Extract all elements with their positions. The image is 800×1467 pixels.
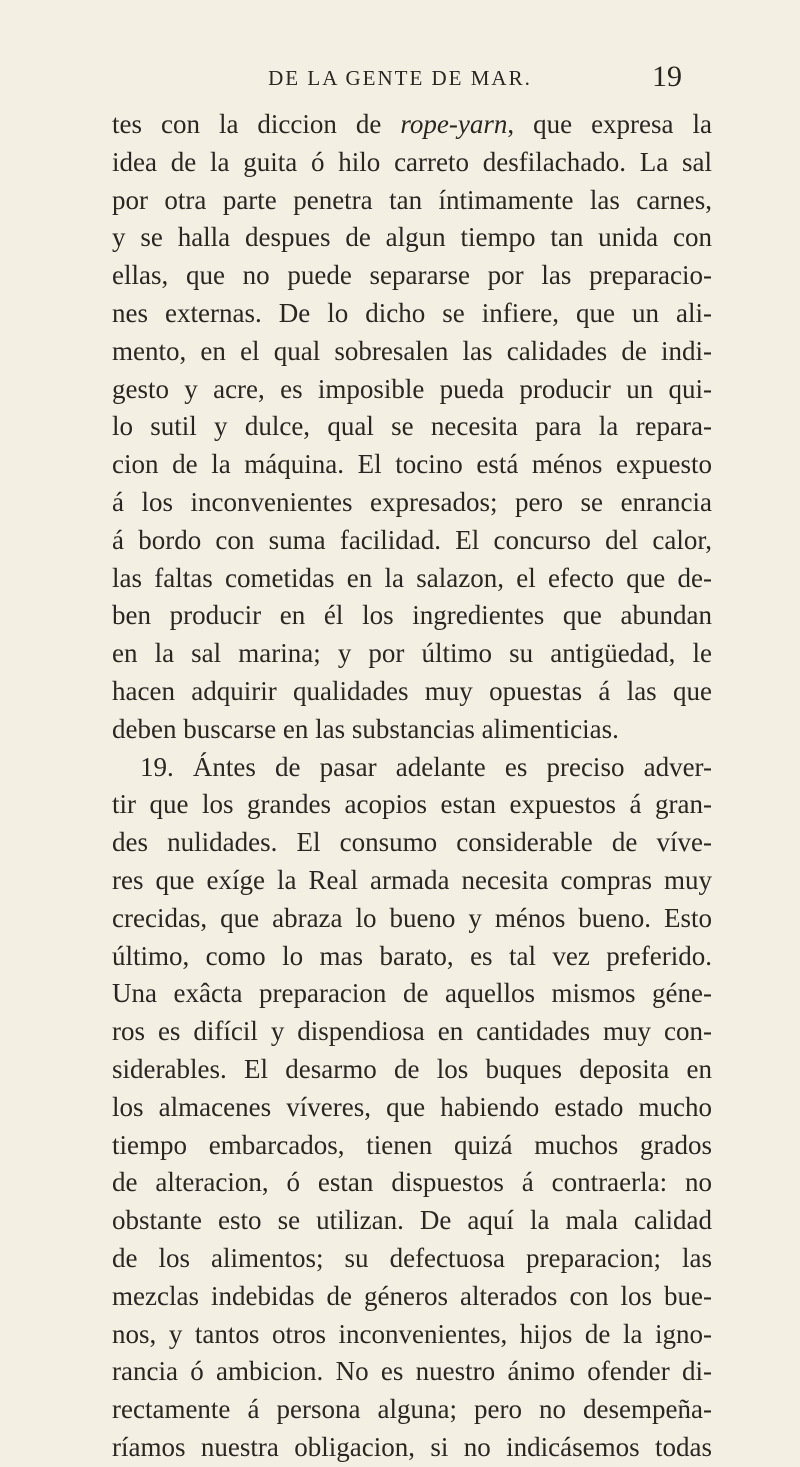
text-line: deben buscarse en las substancias alimenticias. [112, 713, 619, 744]
text-line: res que exíge la Real armada necesita compras muy [112, 864, 712, 895]
text-segment: , que expresa la [507, 109, 712, 139]
text-line: obstante esto se utilizan. De aquí la mala calidad [112, 1205, 712, 1236]
text-line: en la sal marina; y por último su antigüedad, le [112, 638, 712, 669]
text-line: rectamente á persona alguna; pero no desempeña- [112, 1394, 712, 1425]
text-line: ríamos nuestra obligacion, si no indicásemos todas [112, 1431, 712, 1462]
running-head [0, 60, 800, 100]
text-line: cion de la máquina. El tocino está ménos expuesto [112, 449, 712, 480]
text-line: á bordo con suma facilidad. El concurso del calor, [112, 524, 712, 555]
italic-term: rope-yarn [400, 109, 508, 139]
text-line: Una exâcta preparacion de aquellos mismos géne- [112, 978, 712, 1009]
text-segment: tes con la diccion de [112, 109, 401, 139]
text-line: lo sutil y dulce, qual se necesita para la repara- [112, 411, 712, 442]
text-line: por otra parte penetra tan íntimamente las carnes, [112, 184, 712, 215]
text-line: ellas, que no puede separarse por las preparacio- [112, 260, 712, 291]
text-line: y se halla despues de algun tiempo tan unida con [112, 222, 712, 253]
text-line: á los inconvenientes expresados; pero se enrancia [112, 486, 712, 517]
text-line: ros es difícil y dispendiosa en cantidades muy con- [112, 1016, 712, 1047]
text-line: nes externas. De lo dicho se infiere, que un ali- [112, 297, 712, 328]
running-title: DE LA GENTE DE MAR. [268, 66, 532, 90]
text-line: tir que los grandes acopios estan expuestos á gran- [112, 789, 712, 820]
paragraph-start-line: 19. Ántes de pasar adelante es preciso adver- [140, 751, 712, 782]
text-line [112, 106, 712, 144]
text-line: mezclas indebidas de géneros alterados con los bue- [112, 1280, 712, 1311]
text-line: tiempo embarcados, tienen quizá muchos grados [112, 1129, 712, 1160]
body-text [112, 106, 712, 1467]
text-line: mento, en el qual sobresalen las calidades de indi- [112, 335, 712, 366]
text-line: des nulidades. El consumo considerable de víve- [112, 827, 712, 858]
text-line: rancia ó ambicion. No es nuestro ánimo ofender di- [112, 1356, 712, 1387]
text-line: las faltas cometidas en la salazon, el efecto que de- [112, 562, 712, 593]
text-line: crecidas, que abraza lo bueno y ménos bueno. Esto [112, 902, 712, 933]
text-line: nos, y tantos otros inconvenientes, hijos de la igno- [112, 1318, 712, 1349]
text-line: siderables. El desarmo de los buques deposita en [112, 1053, 712, 1084]
text-line: los almacenes víveres, que habiendo estado mucho [112, 1091, 712, 1122]
text-line: gesto y acre, es imposible pueda producir un qui- [112, 373, 712, 404]
text-line: de los alimentos; su defectuosa preparacion; las [112, 1242, 712, 1273]
text-line: hacen adquirir qualidades muy opuestas á las que [112, 675, 712, 706]
text-line: ben producir en él los ingredientes que abundan [112, 600, 712, 631]
text-line: último, como lo mas barato, es tal vez preferido. [112, 940, 712, 971]
text-line: de alteracion, ó estan dispuestos á contraerla: no [112, 1167, 712, 1198]
page-number: 19 [652, 60, 682, 93]
text-line: idea de la guita ó hilo carreto desfilachado. La sal [112, 146, 712, 177]
